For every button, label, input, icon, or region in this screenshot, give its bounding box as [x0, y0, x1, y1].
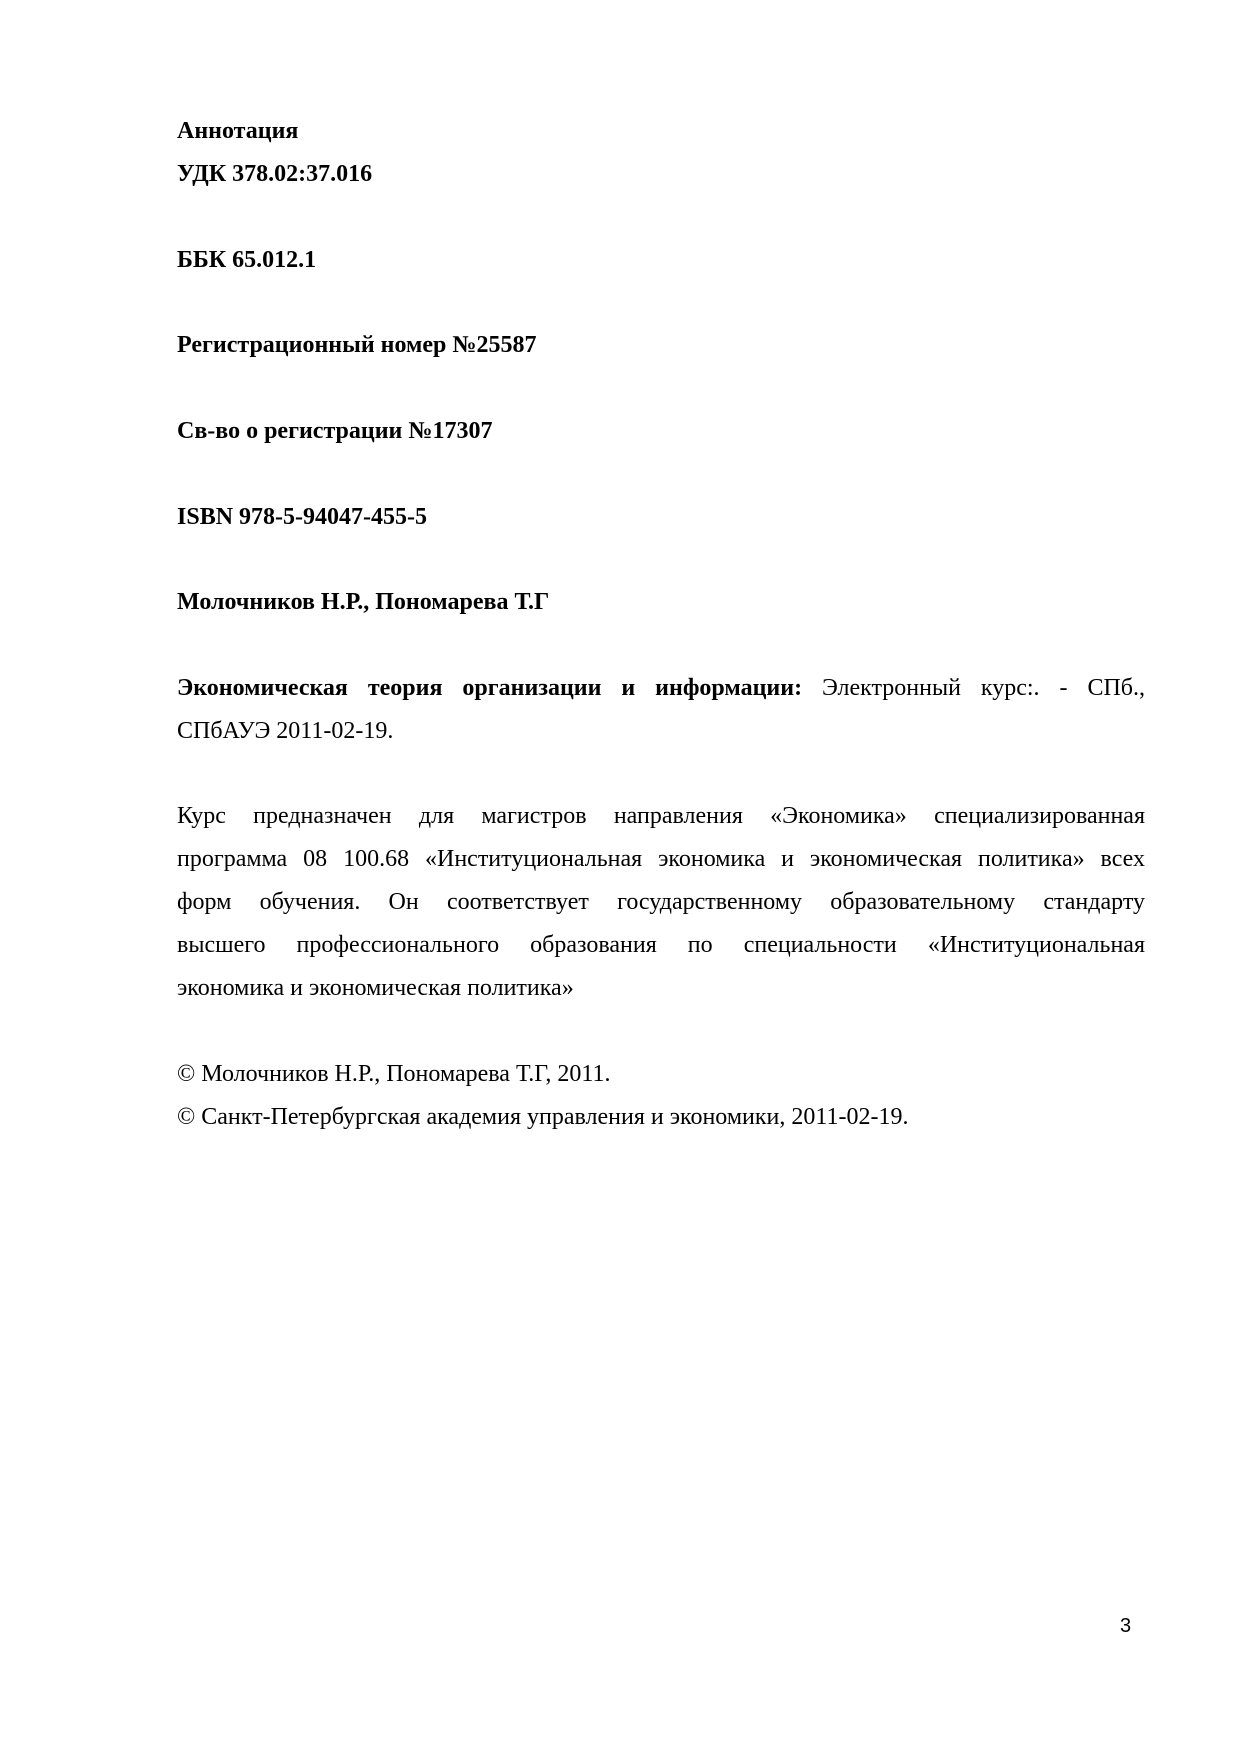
- copyright-academy: © Санкт-Петербургская академия управления и экономики, 2011-02-19.: [177, 1104, 909, 1130]
- description-line: программа 08 100.68 «Институциональная экономика и экономическая политика» всех: [177, 846, 1145, 872]
- description-line: экономика и экономическая политика»: [177, 975, 574, 1001]
- authors: Молочников Н.Р., Пономарева Т.Г: [177, 589, 550, 615]
- description-line: высшего профессионального образования по специальности «Институциональная: [177, 932, 1145, 958]
- registration-number: Регистрационный номер №25587: [177, 332, 537, 358]
- citation-rest: Электронный курс:. - СПб.,: [802, 675, 1145, 701]
- page-number: 3: [1120, 1615, 1132, 1637]
- description-line: Курс предназначен для магистров направления «Экономика» специализированная: [177, 803, 1145, 829]
- copyright-authors: © Молочников Н.Р., Пономарева Т.Г, 2011.: [177, 1061, 611, 1087]
- description-line: форм обучения. Он соответствует государственному образовательному стандарту: [177, 889, 1145, 915]
- isbn: ISBN 978-5-94047-455-5: [177, 504, 427, 530]
- citation-line-2: СПбАУЭ 2011-02-19.: [177, 718, 394, 744]
- description-paragraph: [177, 795, 1145, 1010]
- citation-line-1: [177, 667, 1145, 710]
- bbk-code: ББК 65.012.1: [177, 247, 317, 273]
- registration-certificate: Св-во о регистрации №17307: [177, 418, 493, 444]
- udk-code: УДК 378.02:37.016: [177, 161, 373, 187]
- citation-title: Экономическая теория организации и информации:: [177, 675, 803, 701]
- citation-block: [177, 667, 1145, 753]
- annotation-heading: Аннотация: [177, 118, 299, 144]
